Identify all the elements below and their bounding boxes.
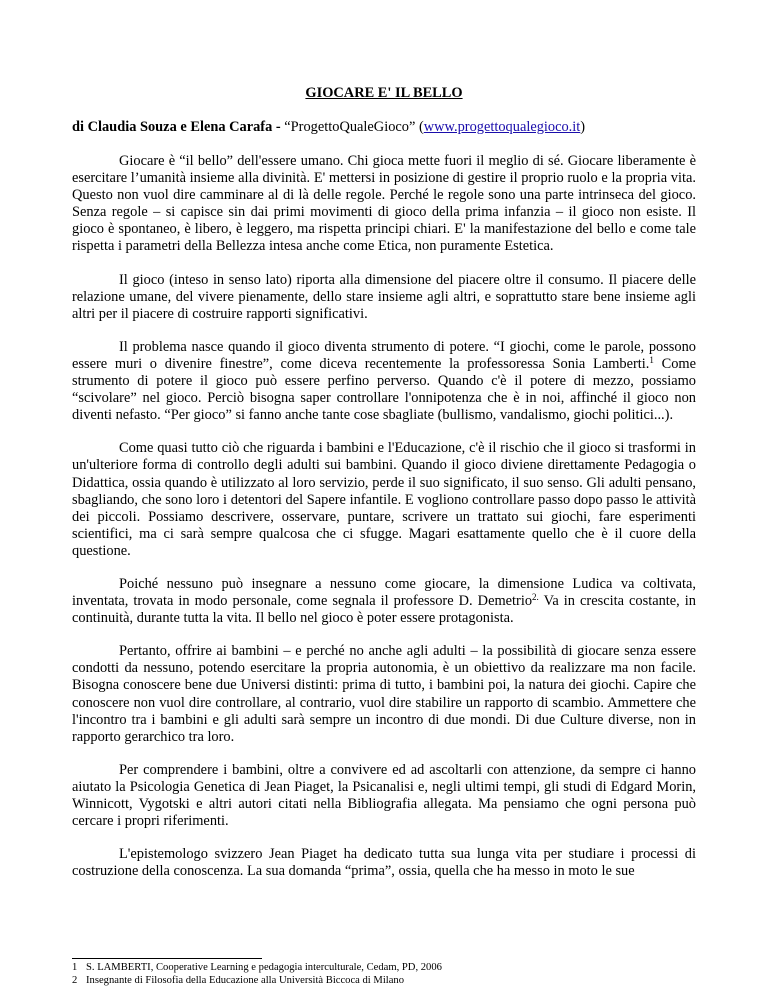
paragraph-1: Giocare è “il bello” dell'essere umano. Chi gioca mette fuori il meglio di sé. Giocare liberamente è esercitare l’umanità insieme alla divinità. E' mettersi in posizione di gestire il proprio ruolo e la propria vita. Questo non vuol dire camminare al di là delle regole. Perché le regole sono una parte intrinseca del gioco. Senza regole – si capisce sin dai primi movimenti di gioco della prima infanzia – il gioco non esiste. Il gioco è spontaneo, è libero, è leggero, ma rispetta principi chiari. E' la manifestazione del bello e come tale rispetta i parametri della Bellezza intesa anche come Etica, non puramente Estetica. [72,153,696,255]
footnotes [72,961,696,987]
paragraph-6: Pertanto, offrire ai bambini – e perché no anche agli adulti – la possibilità di giocare senza essere condotti da nessuno, potendo esercitare la propria autonomia, è un obiettivo da realizzare ma non facile. Bisogna conoscere bene due Universi distinti: prima di tutto, i bambini poi, la natura dei giochi. Capire che conoscere non vuol dire controllare, al contrario, vuol dire stabilire un rapporto di scambio. Ammettere che l'incontro tra i bambini e gli adulti sarà sempre un incontro di due mondi. Di due Culture diverse, non in rapporto gerarchico tra loro. [72,643,696,745]
paragraph-4: Come quasi tutto ciò che riguarda i bambini e l'Educazione, c'è il rischio che il gioco si trasformi in un'ulteriore forma di controllo degli adulti sui bambini. Quando il gioco diviene direttamente Pedagogia o Didattica, ossia quando è utilizzato al loro servizio, perde il suo significato, il suo senso. Gli adulti pensano, sbagliando, che sono loro i detentori del Sapere infantile. E vogliono controllare passo dopo passo le attività dei piccoli. Possiamo descrivere, osservare, puntare, scrivere un trattato sui giochi, fare esperimenti scientifici, ma ci sarà sempre qualcosa che ci sfugge. Magari esattamente quello che è il cuore della questione. [72,440,696,559]
paragraph-5-part-a: Poiché nessuno può insegnare a nessuno come giocare, la dimensione Ludica va coltivata, inventata, trovata in modo personale, come segnala il professore D. Demetrio [72,575,696,610]
footnote-1-text: S. LAMBERTI, Cooperative Learning e pedagogia interculturale, Cedam, PD, 2006 [86,962,442,973]
footnote-ref-1: 1 [649,354,654,365]
byline-authors: di Claudia Souza e Elena Carafa - [72,119,281,135]
footnote-divider [72,958,262,959]
page-title: GIOCARE E' IL BELLO [305,85,463,101]
footnote-ref-2: 2. [532,592,539,603]
footnote-2-number: 2 [72,975,78,986]
byline-link-open: ( [418,119,424,135]
footnote-2-text: Insegnante di Filosofia della Educazione alla Università Biccoca di Milano [86,975,405,986]
footnote-1 [72,961,696,974]
byline-link-close: ) [580,119,586,135]
byline [72,119,696,136]
paragraph-2: Il gioco (inteso in senso lato) riporta alla dimensione del piacere oltre il consumo. Il piacere delle relazione umane, del vivere pienamente, dello stare insieme agli altri, e soprattutto stare bene insieme agli altri per il piacere di costruire rapporti significativi. [72,271,696,322]
article-body [72,153,696,896]
paragraph-3-part-b: Come strumento di potere il gioco può essere perfino perverso. Quando c'è il potere di mezzo, possiamo “scivolare” nel gioco. Perciò bisogna saper controllare l'onnipotenza che è in noi, affinché il gioco non diventi nefasto. “Per gioco” si fanno anche tante cose sbagliate (bullismo, vandalismo, giochi politici...). [72,355,696,424]
project-website-link[interactable]: www.progettoqualegioco.it [423,119,581,135]
footnote-1-number: 1 [72,962,78,973]
paragraph-5-part-b: Va in crescita costante, in continuità, durante tutta la vita. Il bello nel gioco è poter essere protagonista. [72,593,696,627]
paragraph-8: L'epistemologo svizzero Jean Piaget ha dedicato tutta sua lunga vita per studiare i processi di costruzione della conoscenza. La sua domanda “prima”, ossia, quella che ha messo in moto le sue [72,846,696,880]
byline-project: “ProgettoQualeGioco” [280,119,419,135]
footnote-2 [72,974,696,987]
paragraph-3 [72,339,696,424]
paragraph-7: Per comprendere i bambini, oltre a convivere ed ad ascoltarli con attenzione, da sempre ci hanno aiutato la Psicologia Genetica di Jean Piaget, la Psicanalisi e, negli ultimi tempi, gli studi di Edgard Morin, Winnicott, Vygotski e altri autori citati nella Bibliografia allegata. Ma pensiamo che ogni persona può cercare i propri riferimenti. [72,761,696,830]
paragraph-5 [72,576,696,627]
paragraph-3-part-a: Il problema nasce quando il gioco diventa strumento di potere. “I giochi, come le parole, possono essere muri o divenire finestre”, come diceva recentemente la professoressa Sonia Lamberti. [72,338,696,372]
